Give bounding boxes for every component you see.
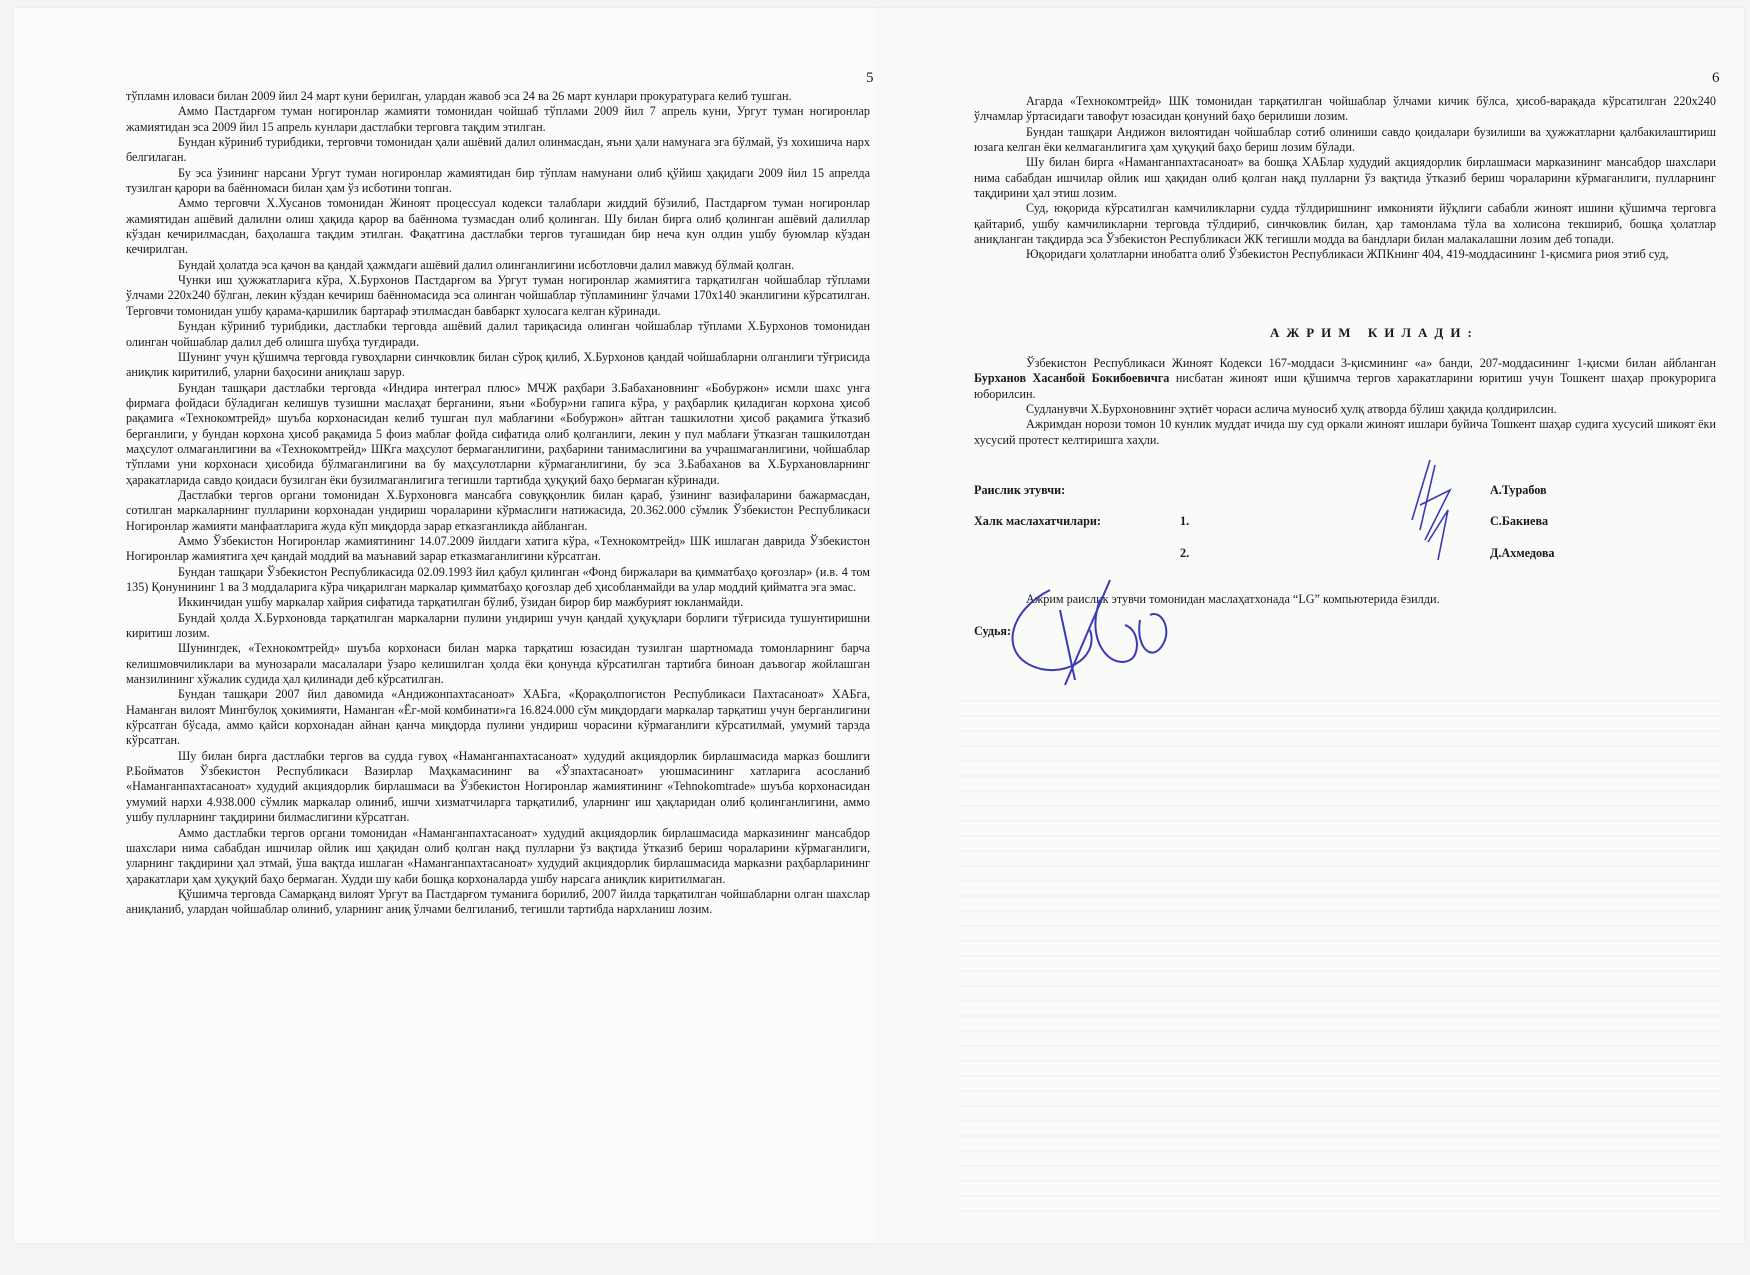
paragraph: Бундан ташқари дастлабки терговда «Индира интеграл плюс» МЧЖ раҳбари З.Бабахановнинг «Бобуржон» исмли шахс унга фирмага фойдаси бўладиган келишув тузишни маслаҳат берганини, яъни «Бобур»ни гапига кўра, у раҳбарлик қиладиган корхона ҳисоб рақамига «Технокомтрейд» шуъба корхонасидан келиб тушган пул маблағини «Бобуржон» айтган ташкилотни ҳисоб рақамига ўтказиб берганлиги, у бундан корхона ҳисоб рақамида 5 фоиз маблағ фойда сифатида олиб қолганлиги, лекин у пул маблағи ўтказган ташкилотдан маҳсулот олмаганлигини ва «Технокомтрейд» ШКга маҳсулот бермаганлигини, раҳбарини танимаслигини ва учрашмаганлигини, чойшаблар тўплами уни корхонаси ҳисобида бўлмаганлигини ва бу маҳсулотларни кўрмаганлигини, бу эса З.Бабаханов ва Х.Бурхановларнинг ҳаракатларида савдо қоидаси бузилган ёки бузилмаганлигига тегишли тартибда ҳуқуқий баҳо бермаган кўринади.: [126, 380, 870, 487]
paragraph: Шу билан бирга дастлабки тергов ва судда гувоҳ «Наманганпахтасаноат» худудий акциядорлик бирлашмасида марказ бошлиги Р.Бойматов Ўзбекистон Республикаси Вазирлар Маҳкамасининг ва «Ўзпахтасаноат» уюшмасининг хатларига асосланиб «Наманганпахтасаноат» худудий акциядорлик бирлашмаси ва Ўзбекистон Ногиронлар жамиятининг «Tehnokomtrade» шуъба корхонасидан умумий нархи 4.938.000 сўмлик маркалар олиниб, ишчи хизматчиларга тарқатилиб, уларнинг иш ҳақларидан олиб қолинганлигини, аммо ушбу пулларнинг тақдирини билмаслигини кўрсатган.: [126, 748, 870, 825]
verdict-paragraph: Ажримдан норози томон 10 кунлик муддат ичида шу суд оркали жиноят ишлари буйича Тошкент шаҳар судига хусусий шикоят ёки хусусий протест келтиришга хаҳли.: [974, 417, 1716, 447]
verdict-title: АЖРИМ КИЛАДИ:: [1270, 325, 1479, 340]
verdict-text: нисбатан жиноят иши қўшимча тергов харакатларини юритиш учун Тошкент шаҳар прокурорига юборилсин.: [974, 371, 1716, 401]
verdict-paragraph: [974, 356, 1716, 402]
paragraph: Бундай ҳолда Х.Бурхоновда тарқатилган маркаларни пулини ундириш учун қандай ҳуқуқлари борлиги тўғрисида тушунтиришни киритиш лозим.: [126, 610, 870, 641]
paragraph: Юқоридаги ҳолатларни инобатга олиб Ўзбекистон Республикаси ЖПКнинг 404, 419-моддасининг 1-қисмига риоя этиб суд,: [1026, 247, 1669, 262]
paragraph: Агарда «Технокомтрейд» ШК томонидан тарқатилган чойшаблар ўлчами кичик бўлса, ҳисоб-варақада кўрсатилган 220х240 ўлчамлар ўртасидаги тавофут юзасидан қонуний баҳо берилиши лозим.: [974, 94, 1716, 124]
paragraph: Аммо дастлабки тергов органи томонидан «Наманганпахтасаноат» худудий акциядорлик бирлашмасида марказининг мансабдор шахслари нима сабабдан ишчилар ойлик иш ҳақидан олиб қолган нақд пулларни ўз вақтида ўтказиб бериш чораларини кўрмаганлиги, уларнинг тақдирини ҳал этмай, ўша вақтда ишлаган «Наманганпахтасаноат» худудий акциядорлик бирлашмасида марказни раҳбарларининг ҳаракатлари ҳам ҳуқуқий баҳо бермаган. Худди шу каби бошқа корхоналарда ушбу нарсага аниқлик киритилмаган.: [126, 825, 870, 886]
paragraph: Суд, юқорида кўрсатилган камчиликларни судда тўлдиришнинг имконияти йўқлиги сабабли жиноят ишини қўшимча терговга қайтариб, ушбу камчиликларни терговда тўлдириб, синчковлик билан, ҳар тамонлама тўла ва холисона текшириб, бошқа ҳолатлар аниқланган тақдирда эса Ўзбекистон Республикаси ЖК тегишли модда ва бандлари билан малакалашни лозим деб топади.: [974, 201, 1716, 247]
paragraph: Бундан ташқари Ўзбекистон Республикасида 02.09.1993 йил қабул қилинган «Фонд биржалари ва қимматбаҳо қоғозлар» (и.в. 4 том 135) Қонунининг 1 ва 3 моддаларига кўра чиқарилган маркалар қимматбаҳо қоғозлар деб ҳисобланмайди ва улар моддий қийматга эга эмас.: [126, 564, 870, 594]
paragraph: Аммо Пастдарғом туман ногиронлар жамияти томонидан чойшаб тўплами 2009 йил 7 апрель куни, Ургут туман ногиронлар жамиятидан эса 2009 йил 15 апрель кунлари дастлабки терговга тақдим этилган.: [126, 104, 870, 134]
paragraph: Аммо терговчи Х.Хусанов томонидан Жиноят процессуал кодекси талаблари жиддий бўзилиб, Пастдарғом туман ногиронлар жамиятидан ашёвий далилни олиш ҳақида қарор ва баённома тузмасдан олиб қолинган. Шу билан бирга олиб қолинган ашёвий далиллар кўздан кечирилмасдан, баҳолашга тақдим этилган. Фақатгина дастлабки тергов тугашидан бир неча кун олдин ушбу буюмлар кўздан кечирилган.: [126, 196, 870, 257]
paragraph: Бу эса ўзининг нарсани Ургут туман ногиронлар жамиятидан бир тўплам намунани олиб қўйиш ҳақидаги 2009 йил 15 апрелда тузилган қарори ва баённомаси билан ҳам ўз исботини топган.: [126, 165, 870, 196]
chair-label: Раислик этувчи:: [974, 483, 1066, 497]
paragraph: Бундан ташқари Андижон вилоятидан чойшаблар сотиб олиниши савдо қоидалари бузилиши ва ҳужжатларни қалбакилаштириш юзага келган ёки келмаганлигига ҳам ҳуқуқий баҳо бериш лозим бўлади.: [974, 124, 1716, 155]
assessor-2-name: Д.Ахмедова: [1490, 546, 1555, 560]
bleed-through-texture: [960, 700, 1720, 1220]
paragraph: Шунингдек, «Технокомтрейд» шуъба корхонаси билан марка тарқатиш юзасидан тузилган шартномада томонларнинг барча келишмовчиликлари ва мунозарали масалалари ўзаро келишилган ҳолда ёки қонунда кўрсатилган тартибга биноан даъвогар жойлашган манзилининг хўжалик судида ҳал қилинади деб кўрсатилган.: [126, 641, 870, 687]
paragraph: Иккинчидан ушбу маркалар хайрия сифатида тарқатилган бўлиб, ўзидан бирор бир мажбурият юкланмайди.: [178, 595, 744, 610]
assessors-label: Халк маслахатчилари:: [974, 514, 1101, 528]
computer-note: Ажрим раислик этувчи томонидан маслаҳатхонада “LG” компьютерида ёзилди.: [1026, 592, 1440, 606]
paragraph: Шунинг учун қўшимча терговда гувоҳларни синчковлик билан сўроқ қилиб, Х.Бурхонов қандай чойшабларни олганлиги тўғрисида аниқлик киритилиб, уларни баҳосини аниқлаш зарур.: [126, 349, 870, 380]
assessor-2-number: 2.: [1180, 546, 1190, 560]
verdict-body: [974, 356, 1716, 448]
assessor-1-name: С.Бакиева: [1490, 514, 1549, 528]
paragraph: Чунки иш ҳужжатларига кўра, Х.Бурхонов Пастдарғом ва Ургут туман ногиронлар жамиятига тарқатилган чойшаблар тўплами ўлчами 220х240 бўлган, лекин кўздан кечириш баённомасида эса олинган чойшаблар тўпламининг ўлчами 170х140 эканлигини кўрсатилган. Терговчи томонидан ушбу қарама-қаршилик бартараф этилмасдан бавбаркт хулосага келган кўринади.: [126, 273, 870, 318]
paragraph: тўпламн иловаси билан 2009 йил 24 март куни берилган, улардан жавоб эса 24 ва 26 март кунлари прокуратурага келиб тушган.: [126, 89, 792, 103]
paragraph: Шу билан бирга «Наманганпахтасаноат» ва бошқа ХАБлар худудий акциядорлик бирлашмаси марказининг мансабдор шахслари нима сабабдан ишчилар ойлик иш ҳақидан олиб қолган нақд пулларни ўз вақтида ўтказиб бериш чораларини кўрмаганлиги, пулларнинг тақдирини ҳал этиш лозим.: [974, 155, 1716, 201]
paragraph: Бундан ташқари 2007 йил давомида «Андижонпахтасаноат» ХАБга, «Қорақолпогистон Республикаси Пахтасаноат» ХАБга, Наманган вилоят Мингбулоқ ҳокимияти, Наманган «Ёг-мой комбинати»га 16.824.000 сўм миқдордаги маркалар тарқатиш учун берганлигини кўрсатган бўсада, аммо қайси корхонадан айнан қанча миқдорда пулини ундириш чорасини кўрмаганлиги кўрсатилмай, умумий тарзда кўрсатган.: [126, 687, 870, 748]
page-number-right: 6: [1712, 70, 1720, 86]
defendant-name: Бурханов Хасанбой Бокибоевичга: [974, 371, 1170, 386]
chair-name: А.Турабов: [1490, 483, 1547, 497]
paragraph: Қўшимча терговда Самарқанд вилоят Ургут ва Пастдарғом туманига борилиб, 2007 йилда тарқатилган чойшабларни олган шахслар аниқланиб, улардан чойшаблар олиниб, уларнинг аниқ ўлчами белгиланиб, тегишли тартибда нархланиш лозим.: [126, 886, 870, 917]
paragraph: Дастлабки тергов органи томонидан Х.Бурхоновга мансабга совуққонлик билан қараб, ўзининг вазифаларини бажармасдан, сотилган маркаларнинг пулларини корхонадан ундириш чораларини кўрмаслиги натижасида, 20.362.000 сўмлик Ўзбекистон Республикаси Ногиронлар жамияти манфаатларига жуда кўп миқдорда зарар етказганликда айбланган.: [126, 487, 870, 533]
left-page-body: [126, 89, 870, 918]
right-page-body: [974, 94, 1716, 263]
verdict-paragraph: Судланувчи Х.Бурхоновнинг эҳтиёт чораси аслича муносиб ҳулқ атворда бўлиш ҳақида қолдирилсин.: [1026, 402, 1557, 417]
paragraph: Бундан кўриниб турибдики, дастлабки терговда ашёвий далил тариқасида олинган чойшаблар тўплами Х.Бурхонов томонидан олинган чойшаблар далил деб олишга шубҳа туғдиради.: [126, 319, 870, 349]
paragraph: Бундай ҳолатда эса қачон ва қандай ҳажмдаги ашёвий далил олинганлигини исботловчи далил мавжуд бўлмай қолган.: [178, 257, 795, 272]
page-number-left: 5: [866, 70, 874, 86]
paragraph: Бундан кўриниб турибдики, терговчи томонидан ҳали ашёвий далил олинмасдан, яъни ҳали намунага эга бўлмай, ўз хохишича нарх белгилаган.: [126, 135, 870, 165]
judge-label: Судья:: [974, 624, 1012, 638]
paragraph: Аммо Ўзбекистон Ногиронлар жамиятининг 14.07.2009 йилдаги хатига кўра, «Технокомтрейд» ШК ишлаган даврида Ўзбекистон Ногиронлар жамиятига ҳеч қандай моддий ва маънавий зарар етказмаганлигини кўрсатган.: [126, 533, 870, 564]
assessor-1-number: 1.: [1180, 514, 1190, 528]
verdict-text: Ўзбекистон Республикаси Жиноят Кодекси 167-моддаси 3-қисмининг «а» банди, 207-моддасининг 1-қисми билан айбланган: [1026, 356, 1716, 370]
